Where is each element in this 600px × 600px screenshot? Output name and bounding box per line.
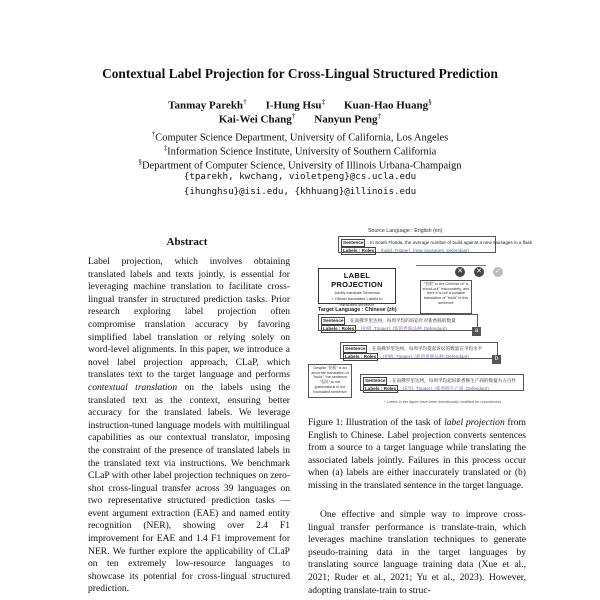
- figure-sentence-label: Sentence: [343, 240, 364, 245]
- author-name: Tanmay Parekh: [168, 99, 244, 112]
- page-title: Contextual Label Projection for Cross-Lingual Structured Prediction: [102, 66, 498, 81]
- author-name: Kuan-Hao Huang: [344, 99, 429, 112]
- figure-sentence-label: Sentence: [365, 378, 386, 383]
- author-mark: †: [291, 111, 296, 120]
- author-mark: †: [243, 97, 247, 106]
- email-line: {ihunghsu}@isi.edu, {khhuang}@illinois.edu: [183, 186, 417, 197]
- figure-label-projection-subtitle: translated sentence: [339, 302, 375, 307]
- figure-labels-label: Labels : Roles: [345, 354, 377, 359]
- figure-source-box: [338, 236, 533, 253]
- affiliation-text: Information Science Institute, University of Southern California: [167, 146, 437, 158]
- author-mark: §: [428, 97, 432, 106]
- author-row-1: [0, 97, 600, 112]
- affiliation-text: Department of Computer Science, University of Illinois Urbana-Champaign: [141, 160, 462, 172]
- figure-target-box-a: [318, 314, 478, 331]
- author-name: Kai-Wei Chang: [218, 113, 292, 126]
- figure-tag-a: a: [472, 327, 481, 336]
- figure-x-icon: ✕: [455, 267, 465, 277]
- figure-target-box-c: [360, 374, 524, 391]
- figure-target-sentence: : 在南佛罗里达州，每周平均起诉新香肠生产商的数量为五百件: [389, 378, 517, 383]
- figure-target-box-b: [340, 342, 498, 359]
- figure-tag-b: b: [492, 355, 501, 364]
- figure-target-caption: Target Language : Chinese (zh): [318, 307, 397, 313]
- abstract-heading: Abstract: [166, 236, 208, 248]
- figure-label-projection-box: [318, 268, 396, 307]
- figure-caption: [308, 417, 526, 493]
- author-mark: †: [377, 111, 382, 120]
- figure-note-top: "拍板" is the Chinese of "a shout-out" inaccurately, and here it is not a suitable translation of "build" in this sentence: [420, 280, 472, 314]
- abstract-text: Label projection, which involves obtaining translated labels and texts jointly, is essential for leveraging machine translation to facilitate cross-lingual transfer in structured prediction tasks. Prior research exploring label projection often compromise translation accuracy by favoring simplified label translation or relying solely on word-level alignments. In this paper, we introduce a novel label projection approach, CLaP, which translates text to the target language and performs: [88, 256, 290, 381]
- author-name: I-Hung Hsu: [265, 99, 322, 112]
- caption-emphasis: label projection: [444, 417, 505, 428]
- figure-source-labels: : (build, Trigger), (new sausages, Defendant): [378, 248, 470, 253]
- figure-footnote: * Labels in the figure have been intentionally modified for conciseness: [384, 400, 502, 404]
- figure-label-projection-subtitle: Jointly translate Sentence: [334, 290, 380, 295]
- caption-prefix: Figure 1: Illustration of the task of: [308, 417, 445, 428]
- affiliation-mark: §: [138, 158, 142, 166]
- intro-paragraph: One effective and simple way to improve cross-lingual transfer performance is translate-train, which leverages machine translation techniques to generate pseudo-training data in the target languages by translating source language training data (Xue et al., 2021; Ruder et al., 2021; Yu et al., 2023). However, adopting translate-train to struc-: [308, 509, 526, 596]
- figure-labels-label: Labels : Roles: [365, 386, 397, 391]
- figure-connector: [416, 254, 486, 266]
- figure-x-icon: ✕: [474, 267, 484, 277]
- figure-note-bottom: Despite "拍板" is an accurate translation of "build", the sentence "起诉" is not grammatical in the translated sentence: [308, 364, 352, 398]
- caption-text: from English to Chinese. Label projection converts sentences from a source to a target language while translating the associated labels jointly. Failures in this process occur when (a) labels are either inaccurately translated or (b) missing in the translated sentence in the target language.: [308, 417, 526, 491]
- figure-target-labels: : (起诉, Trigger), (新香肠生产商, Defendant): [400, 386, 489, 391]
- figure-sentence-label: Sentence: [345, 346, 366, 351]
- figure-label-projection-title: LABEL PROJECTION: [331, 271, 383, 289]
- figure-sentence-label: Sentence: [323, 318, 344, 323]
- figure-target-labels: : (拍板, Trigger), (新的香肠品种, Defendant): [380, 354, 469, 359]
- affiliation-mark: ‡: [163, 144, 168, 152]
- author-row-2: [0, 111, 600, 126]
- email-line: {tparekh, kwchang, violetpeng}@cs.ucla.edu: [183, 171, 417, 182]
- figure-target-sentence: : 在南佛罗里达州，每周平均提起诉讼的数量在平均水平: [369, 346, 483, 351]
- affiliation-text: Computer Science Department, University of California, Los Angeles: [155, 132, 449, 144]
- figure-labels-label: Labels : Roles: [323, 326, 355, 331]
- affiliation-mark: †: [151, 130, 156, 138]
- figure-source-caption: Source Language : English (en): [368, 228, 443, 234]
- figure-check-icon: ✓: [493, 267, 503, 277]
- figure-target-labels: : (拍板, Trigger), (新的香肠品种, Defendant): [358, 326, 447, 331]
- abstract-emphasis: contextual translation: [88, 381, 178, 393]
- figure-1: [308, 228, 533, 408]
- abstract-text: on the labels using the translated text as the context, ensuring better accuracy for the translated labels. We leverage instruction-tuned language models with multilingual capabilities as our contextual translator, imposing the constraint of the presence of translated labels in the translated text via instructions. We benchmark CLaP with other label projection techniques on zero-shot cross-lingual transfer across 39 languages on two representative structured prediction tasks — event argument extraction (EAE) and named entity recognition (NER), showing over 2.4 F1 improvement for EAE and 1.4 F1 improvement for NER. We further explore the applicability of CLaP on ten extremely low-resource languages to showcase its potential for cross-lingual structured prediction.: [88, 381, 291, 595]
- figure-labels-label: Labels : Roles: [343, 248, 375, 253]
- figure-target-sentence: : 在南佛罗里达州，每周平均的诉讼针对新香肠的数量: [347, 318, 456, 323]
- author-mark: ‡: [321, 97, 326, 106]
- figure-source-sentence: : In South Florida, the average number of build against a new sausages in a flask: [367, 240, 533, 245]
- abstract-body: [88, 256, 290, 596]
- author-name: Nanyun Peng: [314, 113, 378, 126]
- figure-label-projection-subtitle: + Obtain translated Labels in: [331, 296, 383, 301]
